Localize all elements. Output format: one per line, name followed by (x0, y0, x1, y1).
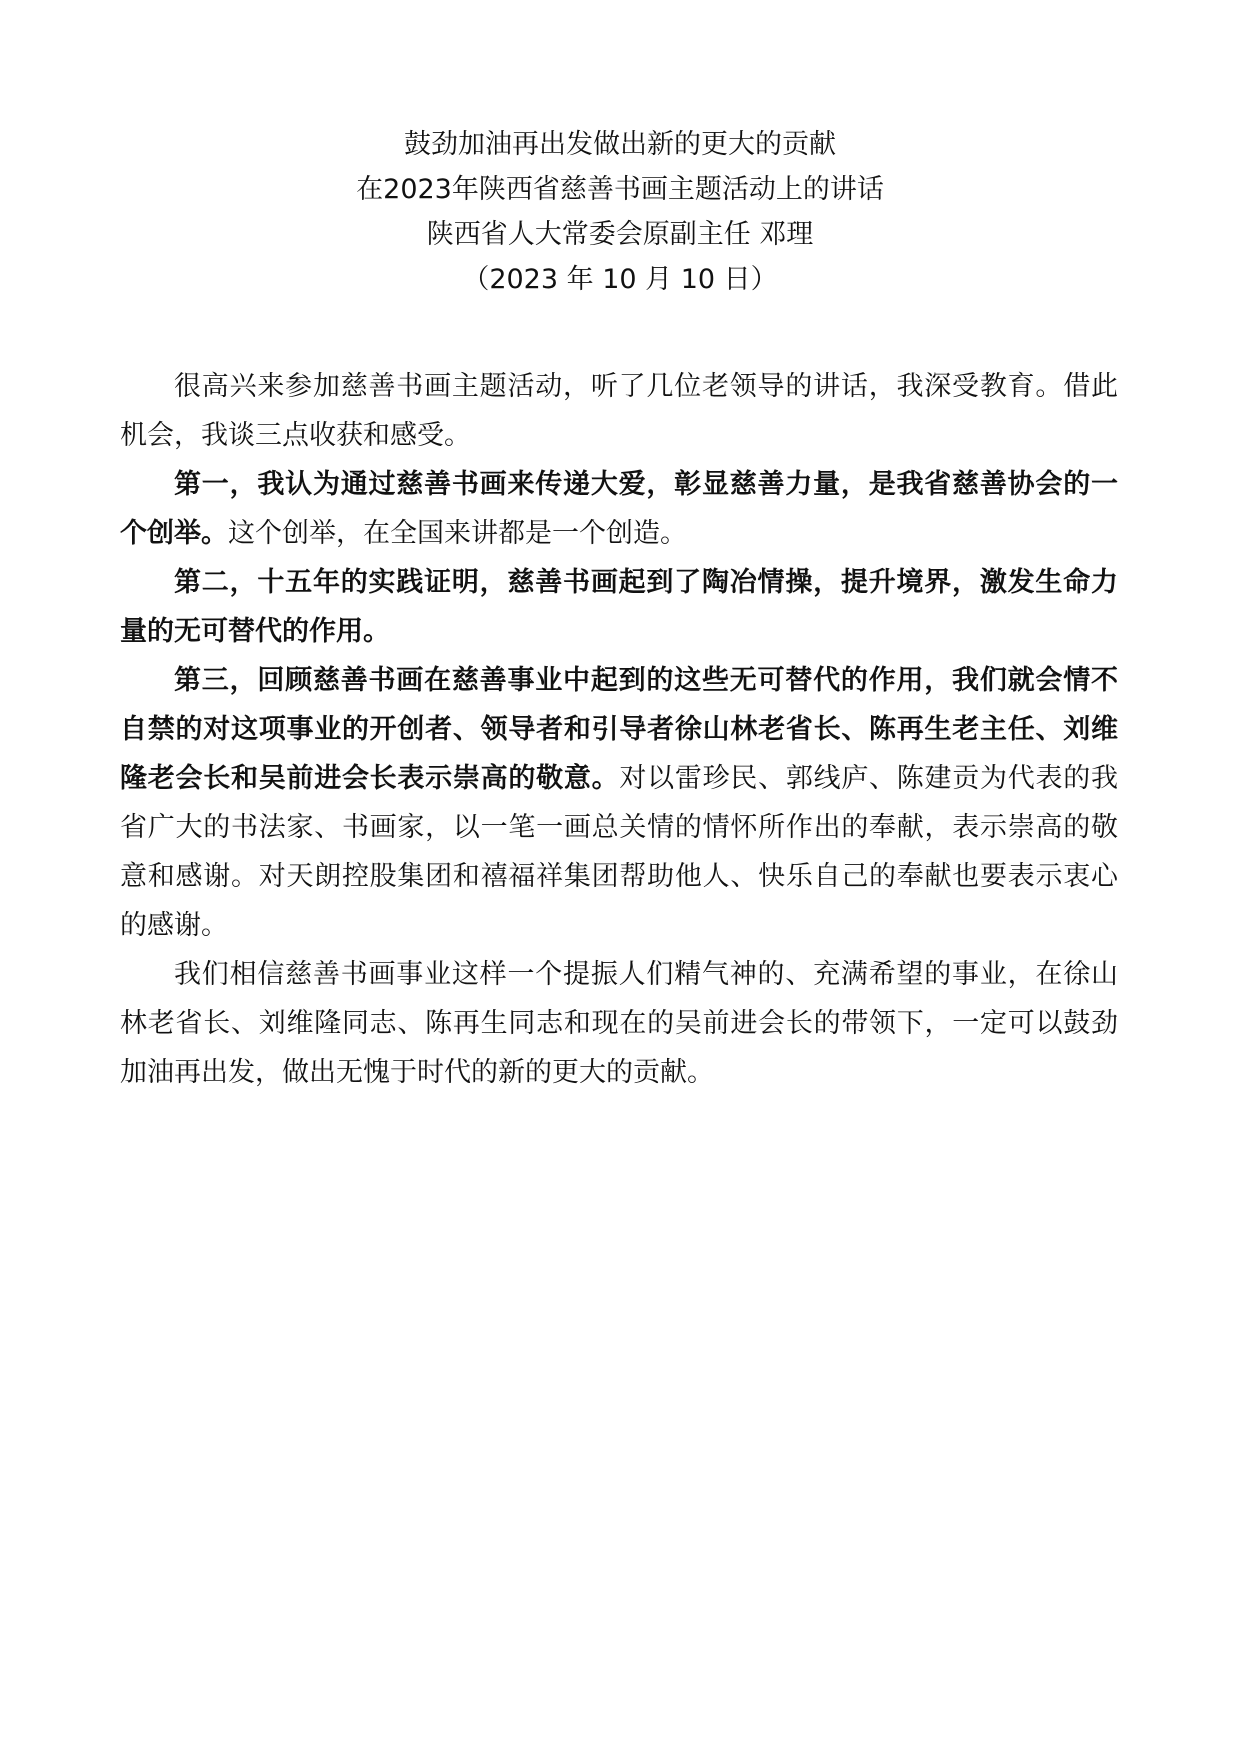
paragraph-second-point-bold: 第二，十五年的实践证明，慈善书画起到了陶冶情操，提升境界，激发生命力量的无可替代的作用。 (120, 567, 1118, 647)
paragraph-third-point (120, 656, 1118, 950)
paragraph-first-point (120, 460, 1118, 558)
paragraph-third-point-bold: 第三，回顾慈善书画在慈善事业中起到的这些无可替代的作用，我们就会情不自禁的对这项事业的开创者、领导者和引导者徐山林老省长、陈再生老主任、刘维隆老会长和吴前进会长表示崇高的敬意。 (120, 665, 1118, 794)
speech-date: （2023 年 10 月 10 日） (462, 264, 778, 295)
document-header (120, 122, 1120, 302)
document-body (120, 362, 1118, 1097)
paragraph-intro (120, 362, 1118, 460)
document-subtitle: 在2023年陕西省慈善书画主题活动上的讲话 (356, 174, 884, 205)
paragraph-first-point-bold: 第一，我认为通过慈善书画来传递大爱，彰显慈善力量，是我省慈善协会的一个创举。 (120, 469, 1118, 549)
speaker-line: 陕西省人大常委会原副主任 邓理 (426, 219, 814, 250)
paragraph-closing (120, 950, 1118, 1097)
paragraph-intro-text: 很高兴来参加慈善书画主题活动，听了几位老领导的讲话，我深受教育。借此机会，我谈三点收获和感受。 (120, 371, 1118, 451)
paragraph-closing-text: 我们相信慈善书画事业这样一个提振人们精气神的、充满希望的事业，在徐山林老省长、刘维隆同志、陈再生同志和现在的吴前进会长的带领下，一定可以鼓劲加油再出发，做出无愧于时代的新的更大的贡献。 (120, 959, 1118, 1088)
paragraph-second-point (120, 558, 1118, 656)
paragraph-third-point-text: 对以雷珍民、郭线庐、陈建贡为代表的我省广大的书法家、书画家，以一笔一画总关情的情怀所作出的奉献，表示崇高的敬意和感谢。对天朗控股集团和禧福祥集团帮助他人、快乐自己的奉献也要表示衷心的感谢。 (120, 763, 1119, 941)
document-title: 鼓劲加油再出发做出新的更大的贡献 (404, 129, 836, 160)
paragraph-first-point-text: 这个创举，在全国来讲都是一个创造。 (228, 518, 687, 549)
